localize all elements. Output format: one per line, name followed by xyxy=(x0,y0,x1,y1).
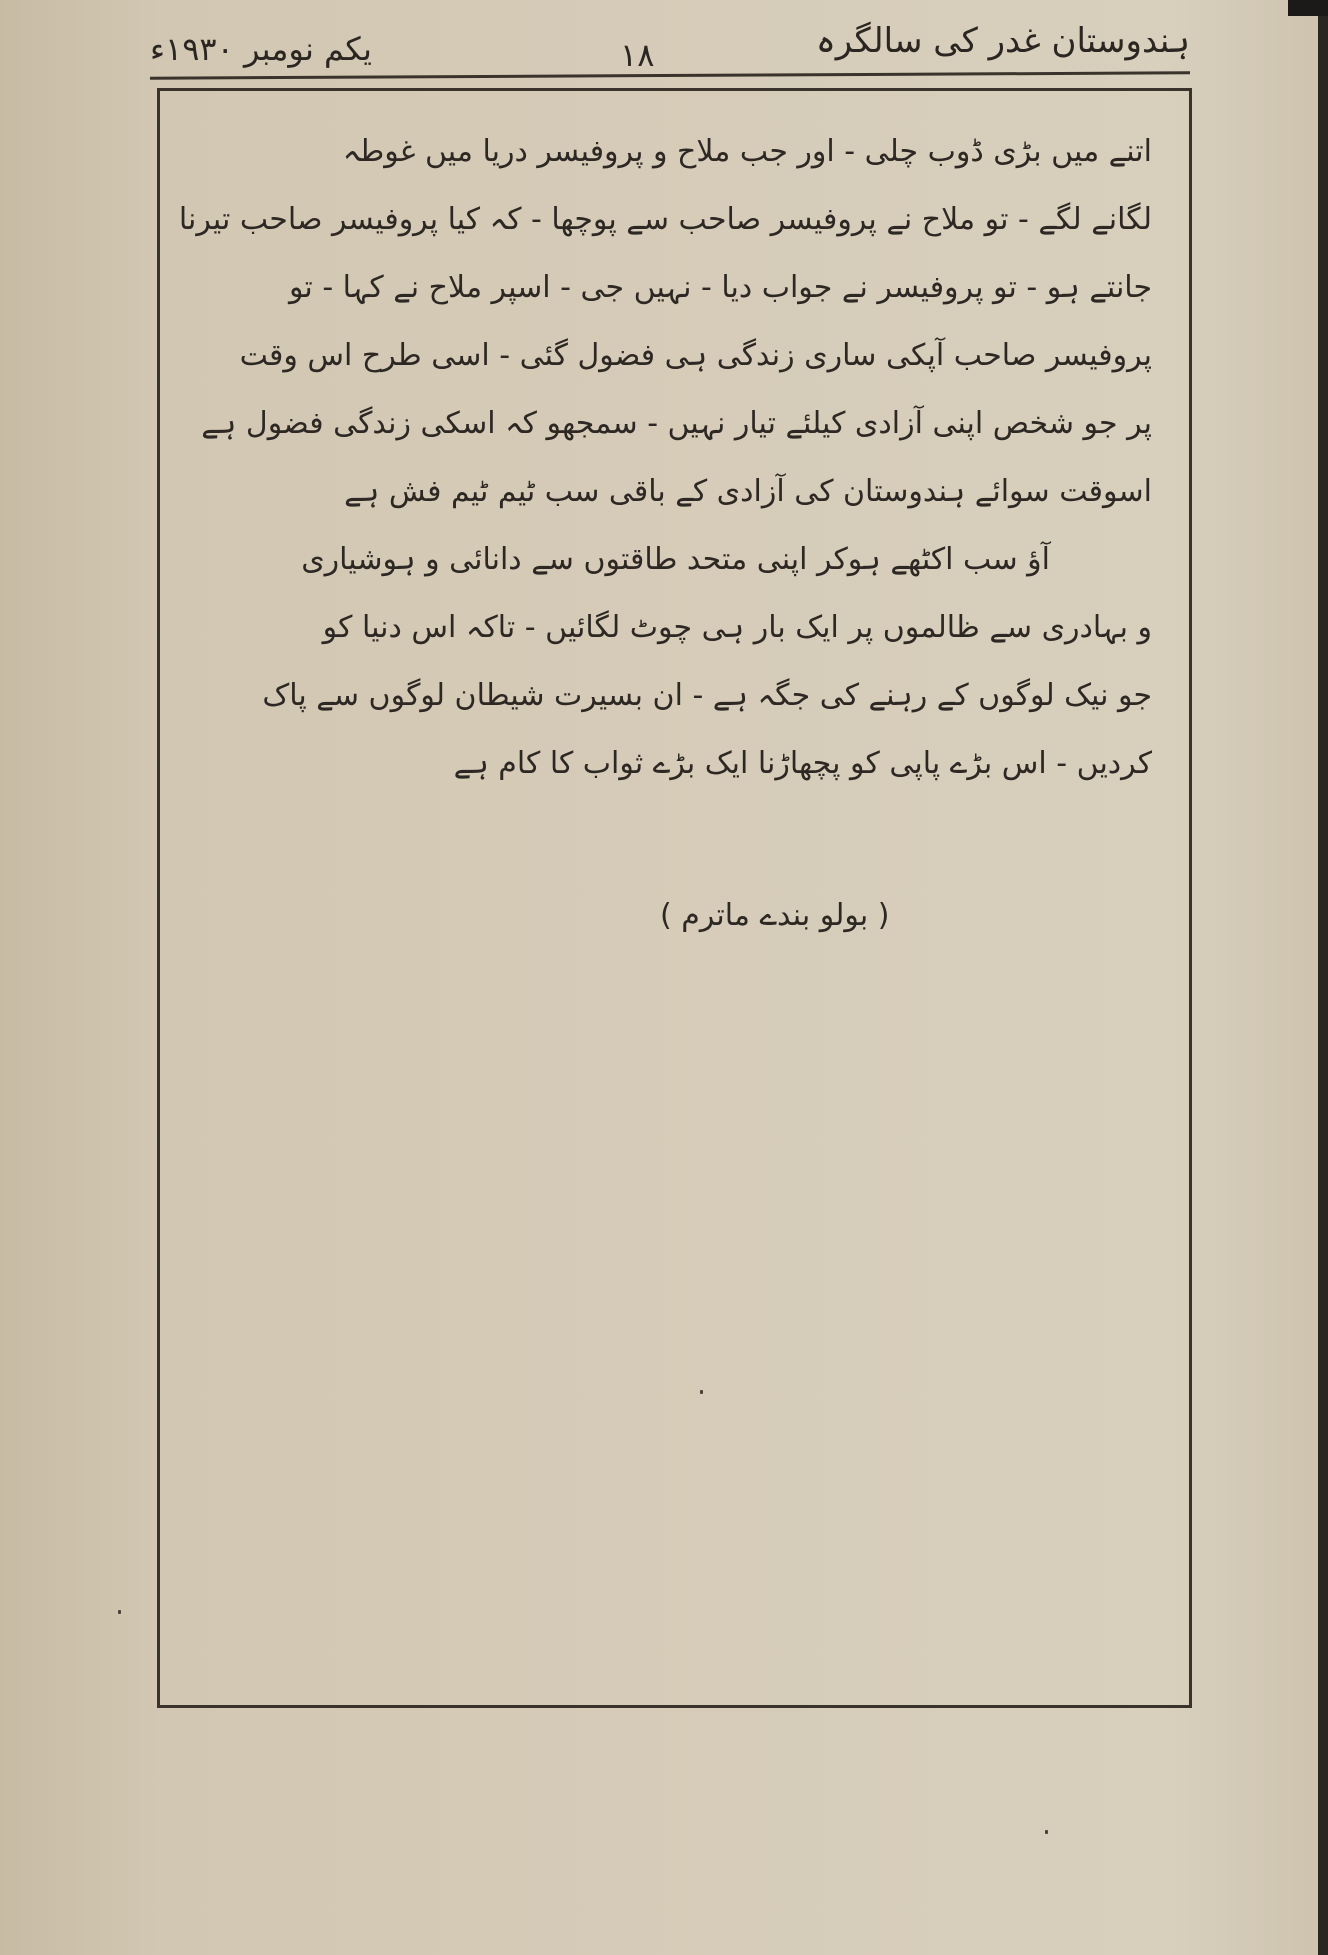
page-corner-shadow xyxy=(1288,0,1328,16)
page-header xyxy=(150,20,1190,80)
paper-speck xyxy=(700,1390,703,1394)
body-line: اسوقت سوائے ہندوستان کی آزادی کے باقی سب ٹیم ٹیم فش ہے xyxy=(344,474,1152,509)
signoff-slogan: ( بولو بندے ماترم ) xyxy=(660,898,890,933)
header-date: یکم نومبر ۱۹۳۰ء xyxy=(150,30,372,68)
paper-speck xyxy=(118,1610,121,1614)
handwritten-body xyxy=(160,118,1160,798)
body-line: پر جو شخص اپنی آزادی کیلئے تیار نہیں - سمجھو کہ اسکی زندگی فضول ہے xyxy=(201,406,1152,441)
body-line: پروفیسر صاحب آپکی ساری زندگی ہی فضول گئی - اسی طرح اس وقت xyxy=(239,338,1152,373)
body-line: اتنے میں بڑی ڈوب چلی - اور جب ملاح و پروفیسر دریا میں غوطہ xyxy=(342,134,1152,169)
body-line: آؤ سب اکٹھے ہوکر اپنی متحد طاقتوں سے دانائی و ہوشیاری xyxy=(301,542,1050,577)
body-line: و بہادری سے ظالموں پر ایک بار ہی چوٹ لگائیں - تاکہ اس دنیا کو xyxy=(322,610,1152,645)
body-line: کردیں - اس بڑے پاپی کو پچھاڑنا ایک بڑے ثواب کا کام ہے xyxy=(453,746,1152,781)
page-edge-shadow xyxy=(1318,0,1328,1955)
body-line: جانتے ہو - تو پروفیسر نے جواب دیا - نہیں جی - اسپر ملاح نے کہا - تو xyxy=(288,270,1152,305)
body-line: لگانے لگے - تو ملاح نے پروفیسر صاحب سے پوچھا - کہ کیا پروفیسر صاحب تیرنا xyxy=(178,202,1152,237)
page-number: ۱۸ xyxy=(620,36,655,74)
paper-speck xyxy=(1045,1830,1048,1834)
header-title: ہندوستان غدر کی سالگرہ xyxy=(815,21,1190,61)
body-line: جو نیک لوگوں کے رہنے کی جگہ ہے - ان بسیرت شیطان لوگوں سے پاک xyxy=(262,678,1152,713)
